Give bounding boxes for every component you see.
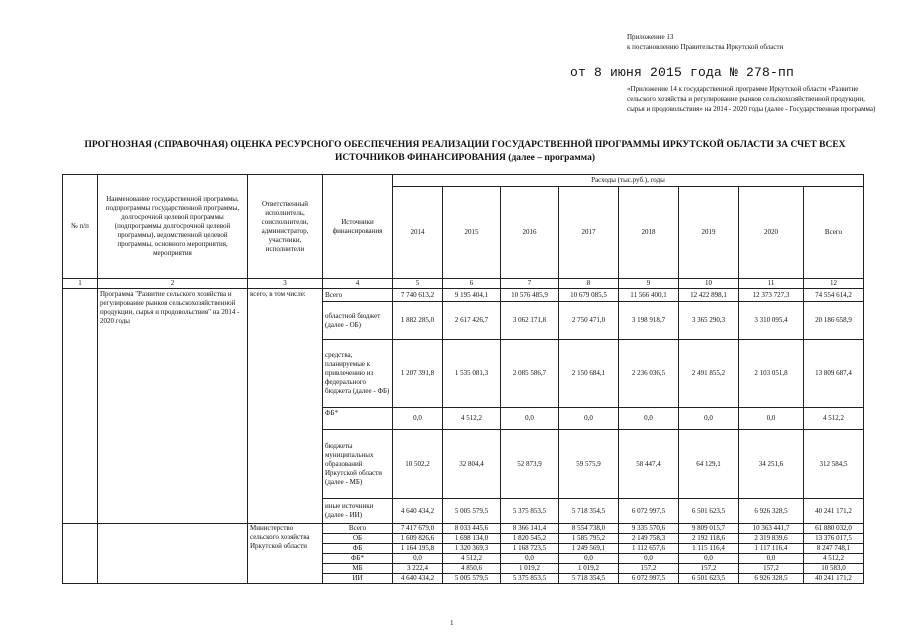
value-cell: 1 882 285,0 [393, 302, 443, 340]
value-cell: 1 535 081,3 [443, 340, 501, 408]
value-cell: 2 319 839,6 [739, 534, 804, 544]
value-cell: 1 249 569,1 [559, 544, 619, 554]
total-cell: 61 880 032,0 [804, 524, 864, 534]
value-cell: 8 366 141,4 [501, 524, 559, 534]
value-cell: 1 112 657,6 [619, 544, 679, 554]
value-cell: 1 585 795,2 [559, 534, 619, 544]
total-cell: 8 247 748,1 [804, 544, 864, 554]
value-cell: 11 566 400,1 [619, 289, 679, 302]
value-cell: 5 718 354,5 [559, 499, 619, 524]
value-cell: 1 115 116,4 [679, 544, 739, 554]
value-cell: 2 085 586,7 [501, 340, 559, 408]
source-cell: ФБ* [323, 408, 393, 430]
column-number-row [63, 279, 864, 289]
value-cell: 157,2 [679, 564, 739, 574]
value-cell: 58 447,4 [619, 430, 679, 499]
value-cell: 1 019,2 [559, 564, 619, 574]
value-cell: 0,0 [501, 408, 559, 430]
value-cell: 2 750 471,0 [559, 302, 619, 340]
value-cell: 3 198 918,7 [619, 302, 679, 340]
column-number: 12 [804, 279, 864, 289]
value-cell: 0,0 [619, 554, 679, 564]
value-cell: 52 873,9 [501, 430, 559, 499]
value-cell: 6 926 328,5 [739, 499, 804, 524]
source-cell: ФБ [323, 544, 393, 554]
total-cell: 4 512,2 [804, 408, 864, 430]
value-cell: 0,0 [559, 554, 619, 564]
page-number: 1 [450, 619, 454, 627]
value-cell: 2 150 684,1 [559, 340, 619, 408]
ministry-responsible: Министерство сельского хозяйства Иркутской области [248, 524, 323, 584]
value-cell: 6 072 997,5 [619, 499, 679, 524]
source-cell: ФБ* [323, 554, 393, 564]
value-cell: 12 422 898,1 [679, 289, 739, 302]
source-cell: бюджеты муниципальных образований Иркутской области (далее - МБ) [323, 430, 393, 499]
column-number: 5 [393, 279, 443, 289]
row-number [63, 289, 98, 524]
value-cell: 2 491 855,2 [679, 340, 739, 408]
value-cell: 4 512,2 [443, 408, 501, 430]
value-cell: 0,0 [501, 554, 559, 564]
value-cell: 3 062 171,8 [501, 302, 559, 340]
table-row [63, 289, 864, 302]
value-cell: 3 222,4 [393, 564, 443, 574]
value-cell: 0,0 [559, 408, 619, 430]
value-cell: 3 310 095,4 [739, 302, 804, 340]
value-cell: 59 575,9 [559, 430, 619, 499]
value-cell: 0,0 [393, 408, 443, 430]
value-cell: 1 698 134,0 [443, 534, 501, 544]
column-number: 7 [501, 279, 559, 289]
value-cell: 8 033 445,6 [443, 524, 501, 534]
value-cell: 0,0 [739, 408, 804, 430]
value-cell: 8 554 738,0 [559, 524, 619, 534]
resource-table [62, 174, 864, 584]
value-cell: 2 192 118,6 [679, 534, 739, 544]
value-cell: 6 926 328,5 [739, 574, 804, 584]
year-header: 2016 [501, 187, 559, 279]
total-cell: 10 583,0 [804, 564, 864, 574]
value-cell: 12 373 727,3 [739, 289, 804, 302]
value-cell: 10 502,2 [393, 430, 443, 499]
value-cell: 0,0 [393, 554, 443, 564]
value-cell: 4 640 434,2 [393, 574, 443, 584]
value-cell: 157,2 [619, 564, 679, 574]
value-cell: 2 617 426,7 [443, 302, 501, 340]
column-number: 11 [739, 279, 804, 289]
header-name: Наименование государственной программы, подпрограммы государственной программы, долгосрочной целевой программы (подпрограммы долгосрочной целевой программы), ведомственной целевой программы, основного мероприятия, мероприятия [98, 175, 248, 279]
value-cell: 64 129,1 [679, 430, 739, 499]
header-source: Источники финансирования [323, 175, 393, 279]
value-cell: 4 850,6 [443, 564, 501, 574]
source-cell: ОБ [323, 534, 393, 544]
column-number: 9 [619, 279, 679, 289]
total-cell: 312 584,5 [804, 430, 864, 499]
value-cell: 5 005 579,5 [443, 499, 501, 524]
total-cell: 74 554 614,2 [804, 289, 864, 302]
value-cell: 1 609 826,6 [393, 534, 443, 544]
value-cell: 6 072 997,5 [619, 574, 679, 584]
value-cell: 32 804,4 [443, 430, 501, 499]
year-header: 2020 [739, 187, 804, 279]
column-number: 1 [63, 279, 98, 289]
value-cell: 4 640 434,2 [393, 499, 443, 524]
value-cell: 1 019,2 [501, 564, 559, 574]
header-responsible: Ответственный исполнитель, соисполнители, администратор, участники, исполнители [248, 175, 323, 279]
total-cell: 20 186 658,9 [804, 302, 864, 340]
source-cell: Всего [323, 524, 393, 534]
source-cell: ИИ [323, 574, 393, 584]
table-row [63, 524, 864, 534]
total-cell: 40 241 171,2 [804, 574, 864, 584]
value-cell: 0,0 [679, 554, 739, 564]
program-reference: «Приложение 14 к государственной программе Иркутской области «Развитие сельского хозяйства и регулирование рынков сельскохозяйственной продукции, сырья и продовольствия» на 2014 - 2020 годы (далее - Государственная программа) [627, 85, 876, 113]
total-cell: 13 809 687,4 [804, 340, 864, 408]
value-cell: 1 164 195,8 [393, 544, 443, 554]
value-cell: 10 679 085,5 [559, 289, 619, 302]
source-cell: МБ [323, 564, 393, 574]
year-header: 2018 [619, 187, 679, 279]
value-cell: 3 365 290,3 [679, 302, 739, 340]
source-cell: областной бюджет (далее - ОБ) [323, 302, 393, 340]
value-cell: 9 809 015,7 [679, 524, 739, 534]
program-name: Программа "Развитие сельского хозяйства и регулирование рынков сельскохозяйственной продукции, сырья и продовольствия" на 2014 - 2020 годы [98, 289, 248, 524]
year-header: 2017 [559, 187, 619, 279]
header-expenses: Расходы (тыс.руб.), годы [393, 175, 864, 187]
value-cell: 6 501 623,5 [679, 499, 739, 524]
value-cell: 9 335 570,6 [619, 524, 679, 534]
value-cell: 5 005 579,5 [443, 574, 501, 584]
value-cell: 5 375 853,5 [501, 574, 559, 584]
total-cell: 40 241 171,2 [804, 499, 864, 524]
value-cell: 2 103 051,8 [739, 340, 804, 408]
value-cell: 1 168 723,5 [501, 544, 559, 554]
total-cell: 4 512,2 [804, 554, 864, 564]
column-number: 4 [323, 279, 393, 289]
total-header: Всего [804, 187, 864, 279]
value-cell: 7 417 679,0 [393, 524, 443, 534]
value-cell: 157,2 [739, 564, 804, 574]
column-number: 2 [98, 279, 248, 289]
document-title: ПРОГНОЗНАЯ (СПРАВОЧНАЯ) ОЦЕНКА РЕСУРСНОГО ОБЕСПЕЧЕНИЯ РЕАЛИЗАЦИИ ГОСУДАРСТВЕННОЙ ПРОГРАММЫ ИРКУТСКОЙ ОБЛАСТИ ЗА СЧЕТ ВСЕХ ИСТОЧНИКОВ ФИНАНСИРОВАНИЯ (далее – программа) [84, 140, 846, 163]
resolution-date-stamp: от 8 июня 2015 года № 278-пп [570, 65, 795, 80]
value-cell: 1 207 391,8 [393, 340, 443, 408]
column-number: 10 [679, 279, 739, 289]
value-cell: 0,0 [739, 554, 804, 564]
row-number [63, 524, 98, 584]
value-cell: 5 375 853,5 [501, 499, 559, 524]
value-cell: 9 195 404,1 [443, 289, 501, 302]
resolution-label: к постановлению Правительства Иркутской области [627, 43, 784, 51]
total-cell: 13 376 017,5 [804, 534, 864, 544]
value-cell: 1 820 545,2 [501, 534, 559, 544]
value-cell: 10 363 441,7 [739, 524, 804, 534]
source-cell: иные источники (далее - ИИ) [323, 499, 393, 524]
value-cell: 4 512,2 [443, 554, 501, 564]
value-cell: 0,0 [679, 408, 739, 430]
value-cell: 5 718 354,5 [559, 574, 619, 584]
source-cell: средства, планируемые к привлечению из федерального бюджета (далее - ФБ) [323, 340, 393, 408]
year-header: 2014 [393, 187, 443, 279]
ministry-name-empty [98, 524, 248, 584]
value-cell: 34 251,6 [739, 430, 804, 499]
year-header: 2015 [443, 187, 501, 279]
source-cell: Всего [323, 289, 393, 302]
value-cell: 2 236 036,5 [619, 340, 679, 408]
header-number: № п/п [63, 175, 98, 279]
column-number: 8 [559, 279, 619, 289]
column-number: 3 [248, 279, 323, 289]
value-cell: 0,0 [619, 408, 679, 430]
year-header: 2019 [679, 187, 739, 279]
column-number: 6 [443, 279, 501, 289]
value-cell: 1 117 116,4 [739, 544, 804, 554]
value-cell: 1 320 369,3 [443, 544, 501, 554]
program-responsible: всего, в том числе: [248, 289, 323, 524]
value-cell: 6 501 623,5 [679, 574, 739, 584]
value-cell: 2 149 758,3 [619, 534, 679, 544]
appendix-label: Приложение 13 [627, 33, 674, 41]
value-cell: 7 740 613,2 [393, 289, 443, 302]
value-cell: 10 576 485,9 [501, 289, 559, 302]
